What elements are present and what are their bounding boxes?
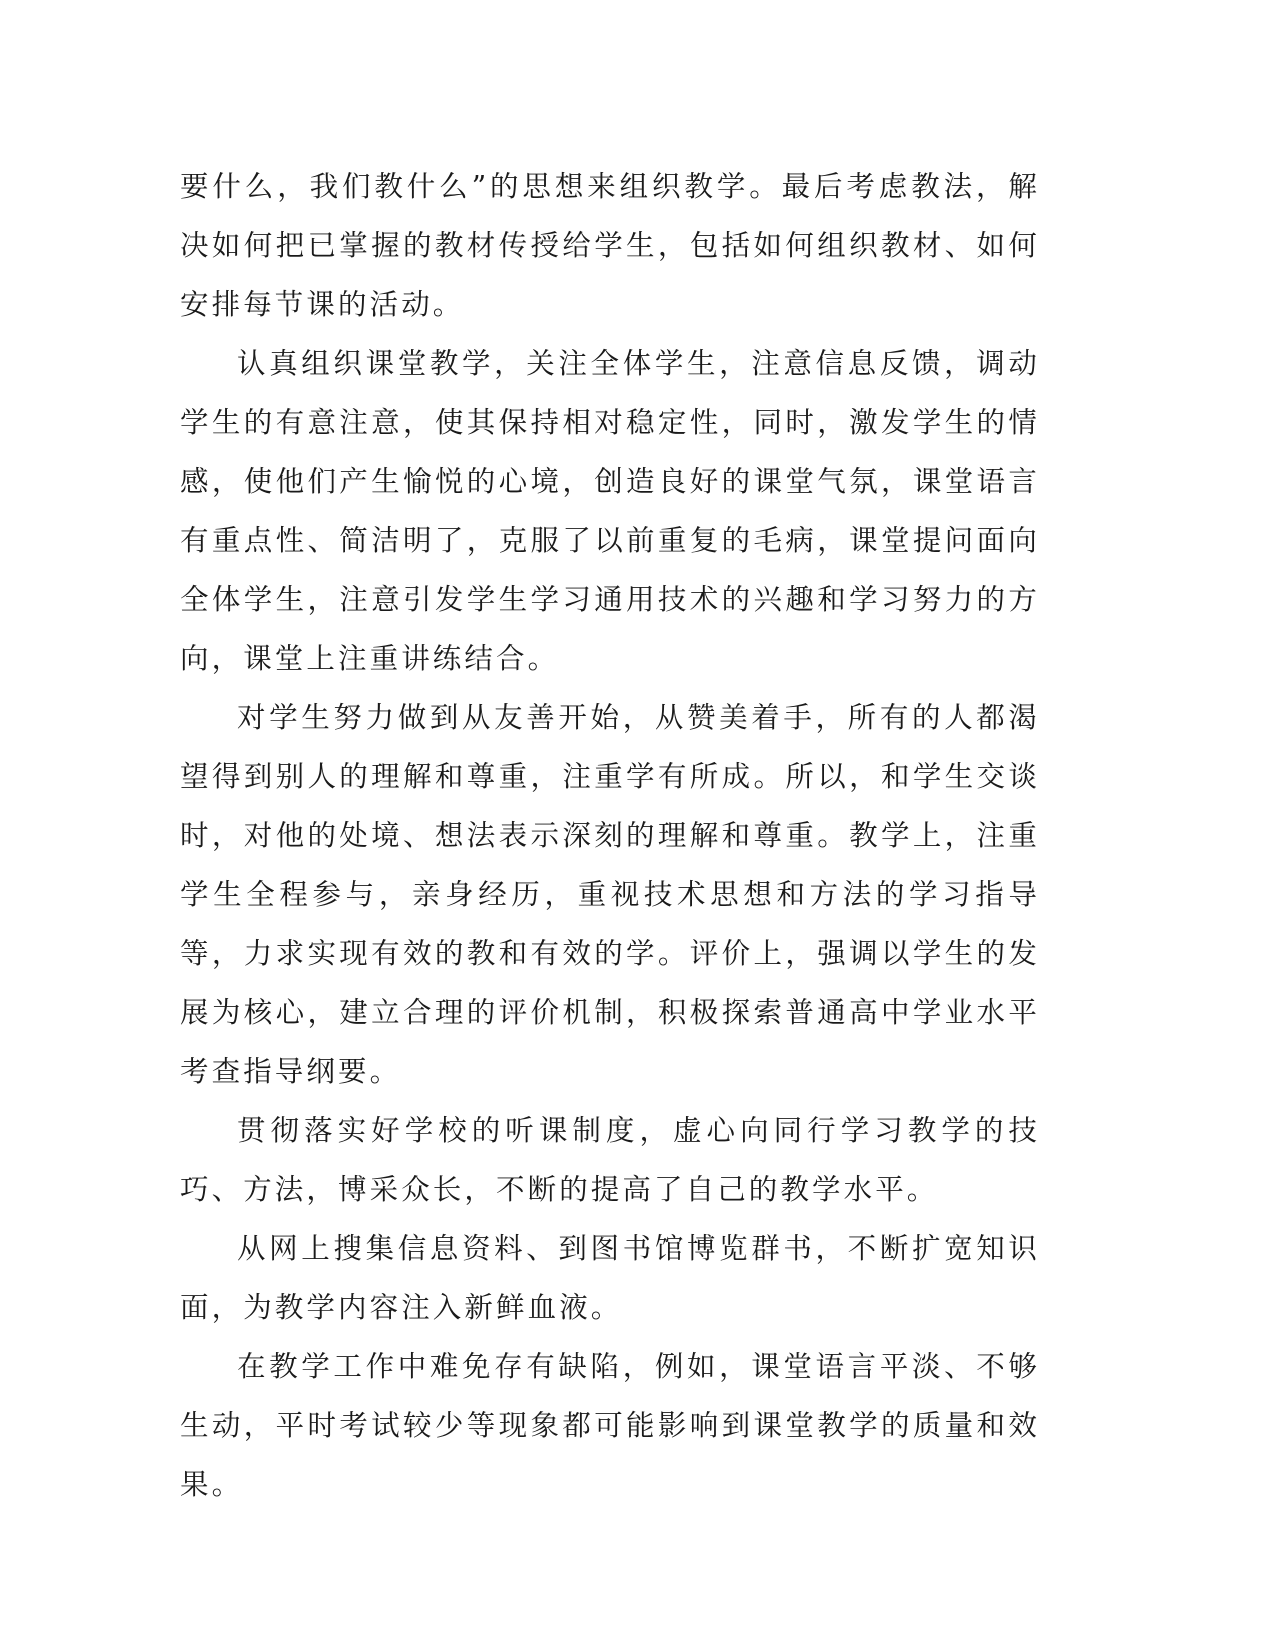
document-body (180, 157, 1040, 1514)
paragraph-shortcomings: 在教学工作中难免存有缺陷，例如，课堂语言平淡、不够生动，平时考试较少等现象都可能影响到课堂教学的质量和效果。 (180, 1350, 1040, 1501)
paragraph-knowledge-expansion: 从网上搜集信息资料、到图书馆博览群书，不断扩宽知识面，为教学内容注入新鲜血液。 (180, 1232, 1040, 1324)
paragraph-student-relations: 对学生努力做到从友善开始，从赞美着手，所有的人都渴望得到别人的理解和尊重，注重学有所成。所以，和学生交谈时，对他的处境、想法表示深刻的理解和尊重。教学上，注重学生全程参与，亲身经历，重视技术思想和方法的学习指导等，力求实现有效的教和有效的学。评价上，强调以学生的发展为核心，建立合理的评价机制，积极探索普通高中学业水平考查指导纲要。 (180, 701, 1040, 1088)
paragraph-lesson-observation: 贯彻落实好学校的听课制度，虚心向同行学习教学的技巧、方法，博采众长，不断的提高了自己的教学水平。 (180, 1114, 1040, 1206)
paragraph-classroom-organization: 认真组织课堂教学，关注全体学生，注意信息反馈，调动学生的有意注意，使其保持相对稳定性，同时，激发学生的情感，使他们产生愉悦的心境，创造良好的课堂气氛，课堂语言有重点性、简洁明了，克服了以前重复的毛病，课堂提问面向全体学生，注意引发学生学习通用技术的兴趣和学习努力的方向，课堂上注重讲练结合。 (180, 347, 1040, 675)
paragraph-continued: 要什么，我们教什么”的思想来组织教学。最后考虑教法，解决如何把已掌握的教材传授给学生，包括如何组织教材、如何安排每节课的活动。 (180, 170, 1040, 321)
